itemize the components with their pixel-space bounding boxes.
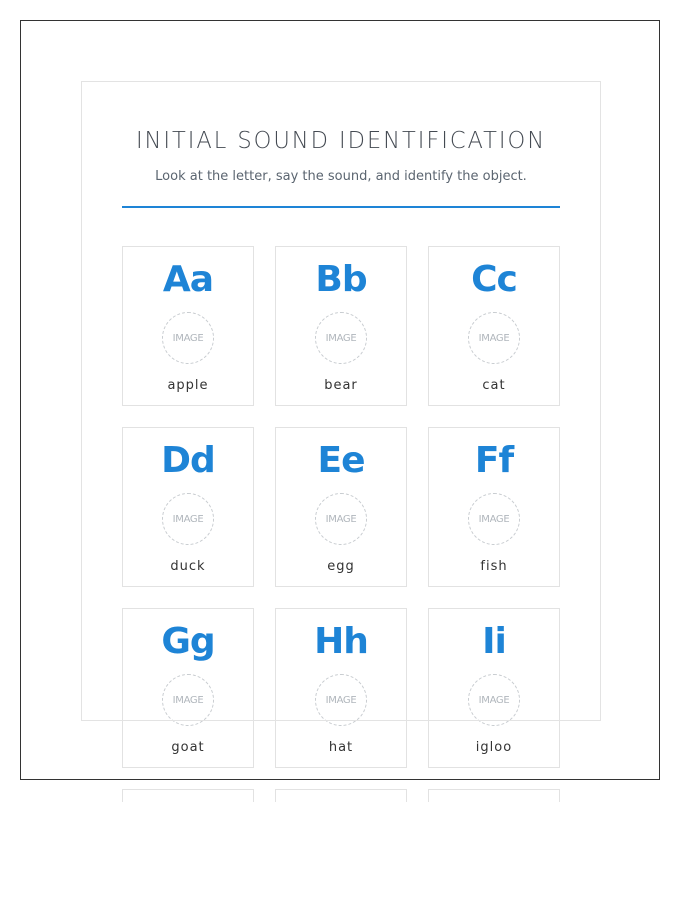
letter-tile [275,427,407,587]
word-label: cat [482,378,506,393]
image-placeholder-icon: IMAGE [162,493,214,545]
image-placeholder-icon: IMAGE [468,312,520,364]
word-label: bear [324,378,358,393]
word-label: igloo [475,740,513,755]
word-label: duck [170,559,206,574]
letter-label: Ee [317,440,365,481]
image-placeholder-icon: IMAGE [315,312,367,364]
letter-tile-clipped [428,789,560,802]
letter-tile [275,608,407,768]
letter-tile [122,246,254,406]
letter-label: Cc [471,259,517,300]
image-placeholder-icon: IMAGE [315,674,367,726]
page-title: INITIAL SOUND IDENTIFICATION [135,128,547,154]
image-placeholder-icon: IMAGE [162,312,214,364]
word-label: hat [328,740,354,755]
letter-tile [428,427,560,587]
image-placeholder-icon: IMAGE [468,674,520,726]
letter-label: Dd [161,440,215,481]
image-placeholder-icon: IMAGE [162,674,214,726]
word-label: apple [167,378,209,393]
divider [122,206,560,208]
letter-tile-clipped [122,789,254,802]
letter-tile-clipped [275,789,407,802]
word-label: goat [171,740,205,755]
letter-label: Gg [161,621,215,662]
letter-label: Ff [474,440,514,481]
word-label: egg [327,559,355,574]
letter-tile [428,608,560,768]
worksheet-header [122,120,560,208]
instructions: Look at the letter, say the sound, and identify the object. [155,169,527,184]
letter-grid [122,246,560,802]
letter-tile [122,608,254,768]
letter-label: Ii [482,621,506,662]
image-placeholder-icon: IMAGE [315,493,367,545]
letter-tile [122,427,254,587]
letter-label: Aa [162,259,214,300]
letter-label: Bb [315,259,367,300]
word-label: fish [480,559,508,574]
image-placeholder-icon: IMAGE [468,493,520,545]
letter-tile [428,246,560,406]
letter-label: Hh [314,621,368,662]
letter-tile [275,246,407,406]
